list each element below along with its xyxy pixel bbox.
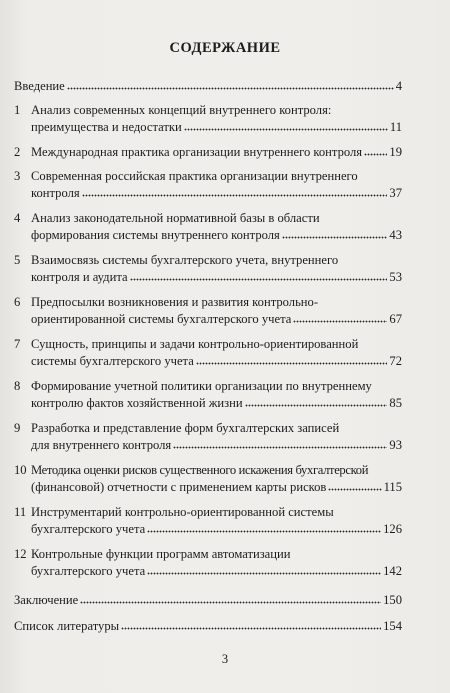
toc-entry-number: 4 — [14, 211, 21, 225]
toc-entry-number: 8 — [14, 379, 21, 393]
page-title: СОДЕРЖАНИЕ — [169, 40, 281, 56]
toc-entry-title-line2: для внутреннего контроля — [31, 438, 172, 452]
toc-entry-page: 142 — [383, 564, 402, 578]
toc-entry-title-line2: формирования системы внутреннего контроля — [31, 228, 280, 242]
toc-intro-label: Введение — [14, 79, 65, 93]
toc-entry-title-line1: Анализ законодательной нормативной базы в области — [31, 211, 320, 225]
toc-conclusion-label: Заключение — [14, 593, 79, 607]
toc-entry-title-line1: Методика оценки рисков существенного искажения бухгалтерской — [31, 463, 369, 477]
toc-references-label: Список литературы — [14, 619, 120, 633]
toc-entry-title-line1: Предпосылки возникновения и развития контрольно- — [31, 295, 319, 309]
toc-entry-title-line2: Международная практика организации внутреннего контроля — [31, 145, 363, 159]
toc-entry-number: 10 — [14, 463, 27, 477]
dot-leader — [282, 227, 388, 239]
toc-entry-title-line2: ориентированной системы бухгалтерского учета — [31, 312, 292, 326]
toc-entry-title-line2: (финансовой) отчетности с применением карты рисков — [31, 480, 327, 494]
toc-entry-number: 5 — [14, 253, 21, 267]
dot-leader — [82, 185, 388, 197]
toc-entry-page: 37 — [389, 186, 402, 200]
toc-entry-title-line1: Анализ современных концепций внутреннего контроля: — [31, 103, 332, 117]
dot-leader — [328, 479, 381, 491]
dot-leader — [80, 592, 381, 604]
toc-entry-page: 85 — [389, 396, 402, 410]
toc-entry-title-line1: Формирование учетной политики организации по внутреннему — [31, 379, 372, 393]
toc-intro-page: 4 — [395, 79, 402, 93]
toc-entry-title-line2: преимущества и недостатки — [31, 120, 182, 134]
toc-entry-title-line2: контроля и аудита — [31, 270, 128, 284]
dot-leader — [67, 78, 394, 90]
toc-conclusion-page: 150 — [383, 593, 402, 607]
dot-leader — [147, 563, 381, 575]
toc-entry-page: 93 — [389, 438, 402, 452]
dot-leader — [121, 618, 381, 630]
toc-entry-title-line2: бухгалтерского учета — [31, 522, 146, 536]
dot-leader — [245, 395, 388, 407]
dot-leader — [184, 119, 388, 131]
toc-entry-number: 3 — [14, 169, 21, 183]
toc-entry-title-line1: Современная российская практика организации внутреннего — [31, 169, 358, 183]
toc-entry-title-line1: Инструментарий контрольно-ориентированной системы — [31, 505, 334, 519]
toc-entry-page: 53 — [389, 270, 402, 284]
toc-entry-page: 43 — [389, 228, 402, 242]
toc-entry-page: 115 — [383, 480, 402, 494]
dot-leader — [173, 437, 387, 449]
toc-entry-page: 19 — [389, 145, 402, 159]
toc-entry-title-line2: бухгалтерского учета — [31, 564, 146, 578]
page-number: 3 — [221, 652, 229, 666]
toc-entry-page: 72 — [389, 354, 402, 368]
dot-leader — [147, 521, 381, 533]
toc-references-page: 154 — [383, 619, 402, 633]
toc-entry-page: 126 — [383, 522, 402, 536]
toc-entry-title-line2: системы бухгалтерского учета — [31, 354, 194, 368]
toc-entry-page: 11 — [389, 120, 402, 134]
toc-entry-title-line2: контролю фактов хозяйственной жизни — [31, 396, 243, 410]
toc-entry-number: 9 — [14, 421, 21, 435]
dot-leader — [293, 311, 387, 323]
toc-entry-title-line1: Взаимосвязь системы бухгалтерского учета, внутреннего — [31, 253, 339, 267]
toc-entry-number: 6 — [14, 295, 21, 309]
dot-leader — [196, 353, 388, 365]
dot-leader — [364, 144, 387, 156]
toc-entry-title-line1: Сущность, принципы и задачи контрольно-ориентированной — [31, 337, 359, 351]
toc-entry-title-line2: контроля — [31, 186, 80, 200]
toc-entry-number: 2 — [14, 145, 21, 159]
toc-entry-number: 7 — [14, 337, 21, 351]
dot-leader — [130, 269, 388, 281]
toc-entry-number: 1 — [14, 103, 21, 117]
toc-entry-page: 67 — [389, 312, 402, 326]
toc-entry-number: 11 — [14, 505, 27, 519]
toc-entry-title-line1: Контрольные функции программ автоматизации — [31, 547, 291, 561]
toc-entry-number: 12 — [14, 547, 27, 561]
toc-entry-title-line1: Разработка и представление форм бухгалтерских записей — [31, 421, 340, 435]
